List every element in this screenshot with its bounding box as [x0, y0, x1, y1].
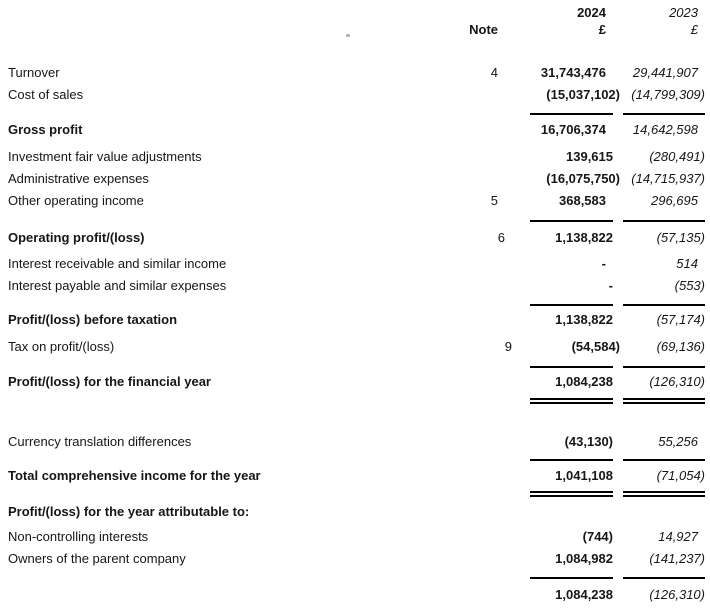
row-attributable-total — [0, 586, 710, 604]
row-value-2024: 1,084,238 — [555, 374, 613, 389]
row-value-2023: 14,642,598 — [632, 122, 698, 137]
row-label: Investment fair value adjustments — [8, 149, 202, 164]
subtotal-rule-row — [0, 113, 710, 115]
sum-rule-2024 — [530, 220, 613, 222]
row-value-2023: (280,491) — [649, 149, 705, 164]
row-value-2024: (43,130) — [564, 434, 613, 449]
sum-rule-2024 — [530, 577, 613, 579]
row-value-2024: (16,075,750) — [546, 171, 620, 186]
row-operating-profit-loss — [0, 229, 710, 247]
row-label: Administrative expenses — [8, 171, 149, 186]
row-interest-receivable — [0, 255, 710, 273]
row-value-2024: - — [608, 278, 613, 293]
row-attributable-heading — [0, 503, 710, 521]
row-other-operating-income — [0, 192, 710, 210]
currency-header-2024: £ — [598, 22, 606, 37]
row-profit-for-financial-year — [0, 373, 710, 391]
row-label: Non-controlling interests — [8, 529, 149, 544]
row-value-2023: (14,715,937) — [631, 171, 705, 186]
row-value-2024: 1,041,108 — [555, 468, 613, 483]
subtotal-rule-row — [0, 304, 710, 306]
sum-rule-2023 — [623, 459, 705, 461]
currency-header-2023: £ — [690, 22, 698, 37]
double-rule-2023 — [623, 491, 705, 497]
row-label: Operating profit/(loss) — [8, 230, 145, 245]
row-value-2023: (57,135) — [656, 230, 705, 245]
double-rule-2023 — [623, 398, 705, 404]
row-owners-of-parent — [0, 550, 710, 568]
row-non-controlling-interests — [0, 528, 710, 546]
row-value-2023: 296,695 — [651, 193, 698, 208]
row-value-2023: (69,136) — [656, 339, 705, 354]
column-header-2023: 2023 — [669, 5, 698, 20]
row-cost-of-sales — [0, 86, 710, 104]
row-label: Profit/(loss) for the financial year — [8, 374, 211, 389]
double-rule-2024 — [530, 491, 613, 497]
row-tax-on-profit — [0, 338, 710, 356]
sum-rule-2023 — [623, 577, 705, 579]
row-administrative-expenses — [0, 170, 710, 188]
row-value-2023: 55,256 — [658, 434, 698, 449]
row-label: Tax on profit/(loss) — [8, 339, 115, 354]
column-header-2024: 2024 — [577, 5, 606, 20]
subtotal-rule-row — [0, 366, 710, 368]
row-value-2024: - — [601, 256, 606, 271]
row-label: Cost of sales — [8, 87, 84, 102]
header-year-row — [0, 4, 710, 21]
income-statement-page — [0, 4, 710, 613]
row-value-2023: 14,927 — [658, 529, 698, 544]
row-note: 4 — [490, 65, 498, 80]
row-value-2024: 1,138,822 — [555, 312, 613, 327]
row-value-2024: (15,037,102) — [546, 87, 620, 102]
total-double-rule-row — [0, 491, 710, 497]
sum-rule-2024 — [530, 113, 613, 115]
row-label: Currency translation differences — [8, 434, 192, 449]
row-value-2024: 31,743,476 — [540, 65, 606, 80]
header-currency-row — [0, 21, 710, 38]
row-value-2023: (57,174) — [656, 312, 705, 327]
subtotal-rule-row — [0, 220, 710, 222]
row-interest-payable — [0, 277, 710, 295]
row-value-2023: (14,799,309) — [631, 87, 705, 102]
row-investment-fair-value-adjustments — [0, 148, 710, 166]
row-value-2024: (744) — [582, 529, 613, 544]
subtotal-rule-row — [0, 459, 710, 461]
row-value-2023: 514 — [676, 256, 698, 271]
row-value-2023: (126,310) — [649, 374, 705, 389]
row-value-2024: 1,138,822 — [555, 230, 613, 245]
row-label: Gross profit — [8, 122, 83, 137]
row-label: Total comprehensive income for the year — [8, 468, 261, 483]
sum-rule-2023 — [623, 220, 705, 222]
row-value-2023: 29,441,907 — [632, 65, 698, 80]
row-note: 5 — [490, 193, 498, 208]
row-label: Profit/(loss) for the year attributable to: — [8, 504, 250, 519]
subtotal-rule-row — [0, 577, 710, 579]
scan-artifact — [346, 34, 350, 37]
row-label: Owners of the parent company — [8, 551, 186, 566]
total-double-rule-row — [0, 398, 710, 404]
column-header-note: Note — [469, 22, 498, 37]
row-note: 6 — [497, 230, 505, 245]
row-value-2024: (54,584) — [571, 339, 620, 354]
row-value-2024: 139,615 — [566, 149, 613, 164]
sum-rule-2023 — [623, 366, 705, 368]
row-currency-translation-differences — [0, 433, 710, 451]
sum-rule-2023 — [623, 113, 705, 115]
row-label: Turnover — [8, 65, 60, 80]
sum-rule-2024 — [530, 459, 613, 461]
row-total-comprehensive-income — [0, 467, 710, 485]
row-profit-before-taxation — [0, 311, 710, 329]
row-value-2024: 16,706,374 — [540, 122, 606, 137]
row-label: Interest payable and similar expenses — [8, 278, 227, 293]
row-value-2024: 368,583 — [559, 193, 606, 208]
row-value-2024: 1,084,238 — [555, 587, 613, 602]
sum-rule-2023 — [623, 304, 705, 306]
double-rule-2024 — [530, 398, 613, 404]
row-label: Interest receivable and similar income — [8, 256, 227, 271]
row-note: 9 — [504, 339, 512, 354]
row-value-2023: (553) — [674, 278, 705, 293]
row-gross-profit — [0, 121, 710, 139]
row-value-2023: (126,310) — [649, 587, 705, 602]
sum-rule-2024 — [530, 366, 613, 368]
row-value-2024: 1,084,982 — [555, 551, 613, 566]
row-turnover — [0, 64, 710, 82]
row-value-2023: (71,054) — [656, 468, 705, 483]
sum-rule-2024 — [530, 304, 613, 306]
row-label: Other operating income — [8, 193, 144, 208]
row-value-2023: (141,237) — [649, 551, 705, 566]
row-label: Profit/(loss) before taxation — [8, 312, 178, 327]
